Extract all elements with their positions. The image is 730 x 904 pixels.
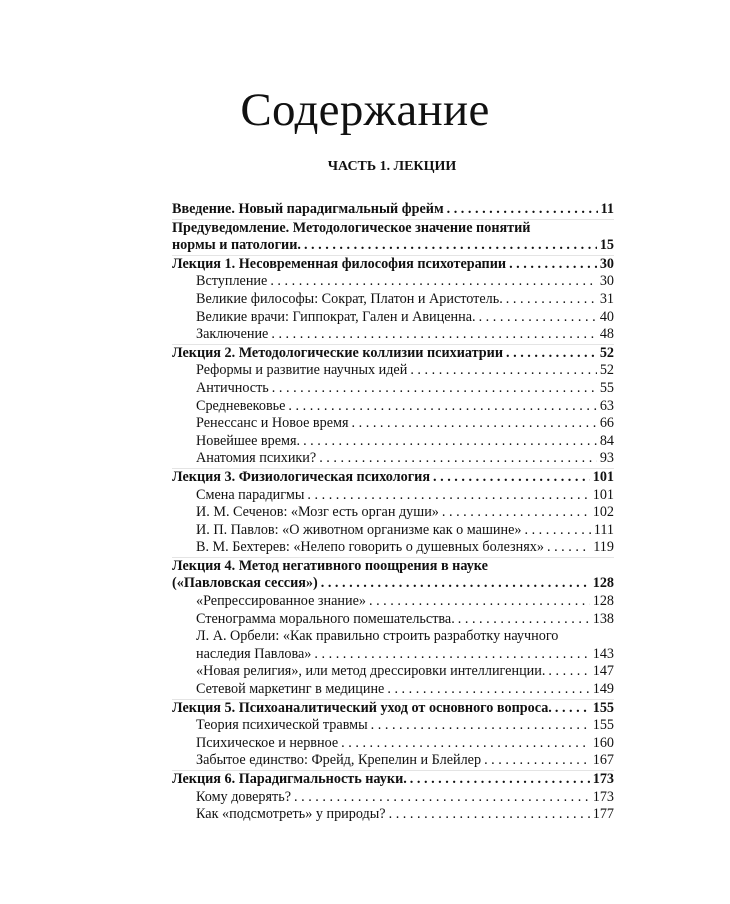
toc-subsection-entry[interactable] (172, 504, 614, 522)
entry-row (196, 415, 614, 433)
page-number: 48 (599, 326, 614, 343)
entry-title: Лекция 1. Несовременная философия психотерапии (172, 255, 507, 272)
page-number: 31 (599, 290, 614, 307)
dot-leader (294, 789, 590, 807)
dot-leader (509, 256, 597, 274)
page-number: 55 (599, 379, 614, 396)
entry-title: Ренессанс и Новое время (196, 415, 349, 432)
entry-title: Вступление (196, 273, 268, 290)
entry-row (196, 681, 614, 699)
page-number: 40 (599, 308, 614, 325)
dot-leader (321, 575, 590, 593)
dot-leader (369, 593, 590, 611)
page-number: 119 (593, 539, 614, 556)
dot-leader (555, 700, 590, 718)
entry-title: Реформы и развитие научных идей (196, 362, 408, 379)
toc-subsection-entry[interactable] (172, 522, 614, 540)
entry-title: Средневековье (196, 397, 286, 414)
toc-section-entry[interactable] (172, 344, 614, 363)
toc-subsection-entry[interactable] (172, 433, 614, 451)
page-number: 66 (599, 415, 614, 432)
dot-leader (410, 362, 596, 380)
entry-row (196, 504, 614, 522)
page-number: 177 (592, 806, 614, 823)
page-number: 138 (592, 610, 614, 627)
toc-section-entry[interactable] (172, 201, 614, 219)
dot-leader (270, 273, 596, 291)
toc-section-entry[interactable] (172, 255, 614, 274)
dot-leader (447, 201, 598, 219)
page-number: 128 (592, 593, 614, 610)
dot-leader (484, 752, 590, 770)
toc-subsection-entry[interactable] (172, 752, 614, 770)
entry-row (196, 450, 614, 468)
page-number: 101 (592, 468, 614, 485)
entry-row (172, 771, 614, 789)
entry-title: Лекция 5. Психоаналитический уход от основного вопроса. (172, 699, 552, 716)
entry-title: Лекция 3. Физиологическая психология (172, 468, 431, 485)
page-number: 155 (592, 717, 614, 734)
entry-row (196, 326, 614, 344)
entry-title: И. М. Сеченов: «Мозг есть орган души» (196, 504, 439, 521)
page-number: 155 (592, 699, 614, 716)
page-number: 30 (599, 255, 614, 272)
page-number: 52 (599, 362, 614, 379)
entry-row (196, 398, 614, 416)
entry-row (172, 237, 614, 255)
entry-title: И. П. Павлов: «О животном организме как о машине» (196, 521, 522, 538)
dot-leader (271, 326, 596, 344)
entry-title: Заключение (196, 326, 269, 343)
toc-subsection-entry[interactable] (172, 415, 614, 433)
entry-title: «Репрессированное знание» (196, 593, 366, 610)
entry-title: «Новая религия», или метод дрессировки интеллигенции. (196, 663, 546, 680)
page-number: 102 (592, 504, 614, 521)
dot-leader (548, 663, 589, 681)
entry-row (196, 735, 614, 753)
dot-leader (506, 291, 597, 309)
dot-leader (410, 771, 590, 789)
dot-leader (387, 681, 589, 699)
entry-row (196, 539, 614, 557)
page-number: 147 (592, 663, 614, 680)
entry-row (196, 433, 614, 451)
entry-title: Великие философы: Сократ, Платон и Аристотель. (196, 290, 503, 307)
entry-row (172, 345, 614, 363)
page-number: 173 (592, 788, 614, 805)
page-number: 84 (599, 432, 614, 449)
table-of-contents (172, 201, 614, 824)
entry-title: Великие врачи: Гиппократ, Гален и Авиценна. (196, 308, 476, 325)
toc-subsection-entry[interactable] (172, 450, 614, 468)
entry-title: Как «подсмотреть» у природы? (196, 806, 386, 823)
entry-title: Лекция 2. Методологические коллизии психиатрии (172, 344, 503, 361)
page-number: 30 (599, 273, 614, 290)
part-heading: ЧАСТЬ 1. ЛЕКЦИИ (327, 159, 457, 174)
toc-subsection-entry[interactable] (172, 291, 614, 309)
entry-row (172, 201, 614, 219)
entry-title: В. М. Бехтерев: «Нелепо говорить о душевных болезнях» (196, 539, 544, 556)
entry-row (196, 380, 614, 398)
entry-title: Кому доверять? (196, 788, 292, 805)
dot-leader (341, 735, 590, 753)
toc-subsection-entry[interactable] (172, 789, 614, 807)
toc-subsection-entry[interactable] (172, 398, 614, 416)
toc-section-entry[interactable] (172, 219, 614, 255)
page-number: 52 (599, 344, 614, 361)
dot-leader (272, 380, 597, 398)
page-number: 143 (592, 645, 614, 662)
toc-subsection-entry[interactable] (172, 611, 614, 629)
page-number: 11 (600, 201, 614, 217)
page-number: 63 (599, 397, 614, 414)
entry-row (196, 522, 614, 540)
page-number: 160 (592, 734, 614, 751)
dot-leader (458, 611, 590, 629)
page-number: 149 (592, 681, 614, 698)
toc-subsection-entry[interactable] (172, 593, 614, 611)
entry-row (172, 700, 614, 718)
toc-subsection-entry[interactable] (172, 717, 614, 735)
toc-section-entry[interactable] (172, 468, 614, 487)
dot-leader (547, 539, 590, 557)
entry-title: Теория психической травмы (196, 717, 368, 734)
entry-row (196, 273, 614, 291)
entry-title: («Павловская сессия») (172, 575, 318, 592)
entry-row (196, 611, 614, 629)
page-number: 173 (592, 771, 614, 787)
entry-title: Смена парадигмы (196, 486, 305, 503)
toc-section-entry[interactable] (172, 557, 614, 593)
entry-title: Сетевой маркетинг в медицине (196, 681, 385, 698)
page-number: 93 (599, 450, 614, 467)
toc-subsection-entry[interactable] (172, 273, 614, 291)
entry-title: Лекция 6. Парадигмальность науки. (172, 771, 407, 787)
page-number: 167 (592, 752, 614, 769)
page-number: 15 (599, 237, 614, 254)
toc-subsection-entry[interactable] (172, 380, 614, 398)
dot-leader (304, 237, 597, 255)
dot-leader (433, 469, 590, 487)
dot-leader (389, 806, 590, 824)
page-number: 101 (592, 486, 614, 503)
entry-row (196, 646, 614, 664)
entry-row (196, 717, 614, 735)
toc-subsection-entry[interactable] (172, 362, 614, 380)
entry-row (172, 469, 614, 487)
entry-row (196, 309, 614, 327)
dot-leader (319, 450, 597, 468)
toc-subsection-entry[interactable] (172, 309, 614, 327)
dot-leader (371, 717, 590, 735)
entry-row (172, 256, 614, 274)
toc-subsection-entry[interactable] (172, 681, 614, 699)
toc-subsection-entry[interactable] (172, 663, 614, 681)
entry-title: Психическое и нервное (196, 734, 339, 751)
toc-subsection-entry[interactable] (172, 326, 614, 344)
entry-row (196, 487, 614, 505)
toc-subsection-entry[interactable] (172, 735, 614, 753)
entry-title-line: Предуведомление. Методологическое значение понятий (172, 219, 531, 236)
entry-title: наследия Павлова» (196, 645, 312, 662)
dot-leader (442, 504, 590, 522)
entry-row (196, 593, 614, 611)
page-number: 128 (592, 575, 614, 592)
entry-title: Забытое единство: Фрейд, Крепелин и Блейлер (196, 752, 482, 769)
entry-title: Античность (196, 379, 269, 396)
toc-subsection-entry[interactable] (172, 806, 614, 824)
dot-leader (479, 309, 597, 327)
dot-leader (314, 646, 589, 664)
entry-title: Анатомия психики? (196, 450, 317, 467)
toc-subsection-entry[interactable] (172, 539, 614, 557)
toc-subsection-entry[interactable] (172, 628, 614, 663)
dot-leader (506, 345, 597, 363)
entry-title: нормы и патологии. (172, 237, 301, 254)
toc-subsection-entry[interactable] (172, 487, 614, 505)
entry-row (196, 789, 614, 807)
entry-title: Введение. Новый парадигмальный фрейм (172, 201, 444, 217)
entry-title: Стенограмма морального помешательства. (196, 610, 455, 627)
entry-row (172, 575, 614, 593)
dot-leader (307, 487, 589, 505)
dot-leader (352, 415, 597, 433)
dot-leader (303, 433, 597, 451)
entry-row (196, 362, 614, 380)
dot-leader (288, 398, 596, 416)
page-number: 111 (593, 521, 614, 538)
dot-leader (524, 522, 590, 540)
entry-row (196, 663, 614, 681)
entry-row (196, 806, 614, 824)
entry-title: Новейшее время. (196, 432, 301, 449)
entry-row (196, 752, 614, 770)
toc-section-entry[interactable] (172, 699, 614, 718)
entry-title-line: Лекция 4. Метод негативного поощрения в науке (172, 557, 488, 574)
entry-title-line: Л. А. Орбели: «Как правильно строить разработку научного (196, 628, 559, 645)
toc-section-entry[interactable] (172, 770, 614, 789)
page-title: Содержание (240, 84, 490, 136)
entry-row (196, 291, 614, 309)
